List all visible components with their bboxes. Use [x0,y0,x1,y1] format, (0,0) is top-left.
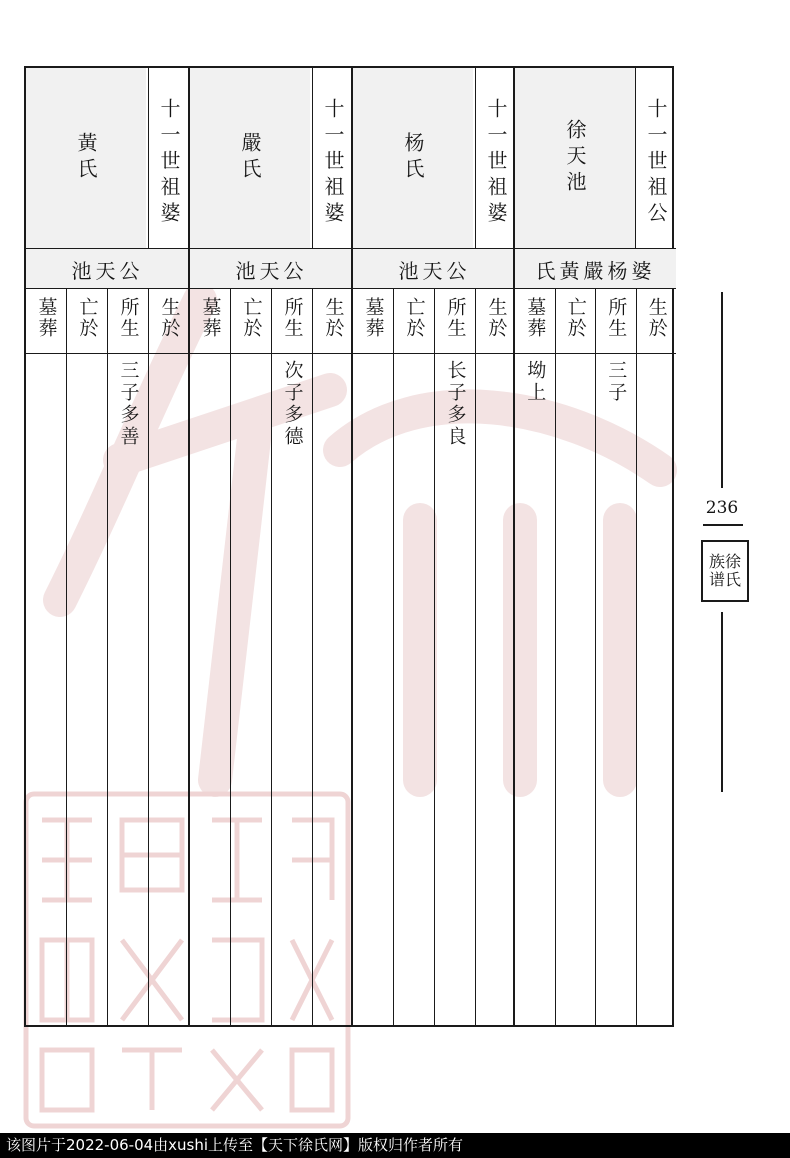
birth-label: 生於 [158,297,181,339]
spouse-row [190,248,353,289]
person-name-cell [26,68,146,248]
birth-label: 生於 [485,297,508,339]
death-cell [230,352,271,1025]
children-cell [271,352,312,1025]
upload-notice-footer: 该图片于2022-06-04由xushi上传至【天下徐氏网】版权归作者所有 [0,1133,790,1158]
death-label-cell [230,289,271,353]
death-label-cell [66,289,107,353]
margin-rule-top [721,292,723,488]
burial-label-cell [353,289,393,353]
burial-cell [353,352,393,1025]
children-value: 长子多良 [444,360,467,448]
genealogy-table [24,66,674,1027]
logo-char: 氏 [725,570,742,589]
logo-column-left [709,553,725,588]
burial-label-cell [26,289,66,353]
spouse-row [353,248,516,289]
field-label-row [190,288,353,354]
generation-title: 十一世祖婆 [484,98,508,228]
generation-cell [475,68,516,248]
generation-title: 十一世祖婆 [321,98,345,228]
burial-label: 墓葬 [199,297,222,339]
spouse-row [515,248,676,289]
page-number-divider [703,524,743,526]
record-row [353,352,516,1025]
birth-cell [312,352,353,1025]
birth-label: 生於 [322,297,345,339]
birth-cell [636,352,677,1025]
logo-char: 徐 [725,552,742,572]
generation-cell [148,68,189,248]
record-row [26,352,189,1025]
death-label: 亡於 [76,297,99,339]
person-name: 嚴氏 [238,132,262,184]
burial-value: 坳上 [524,360,547,404]
birth-label-cell [148,289,189,353]
logo-column-right [725,553,741,588]
burial-label: 墓葬 [35,297,58,339]
death-cell [66,352,107,1025]
margin-rule-bottom [721,612,723,792]
logo-char: 谱 [708,570,725,589]
burial-label-cell [190,289,230,353]
person-name-cell [190,68,310,248]
children-label: 所生 [444,297,467,339]
spouse-name: 池天公 [398,258,471,283]
record-row [190,352,353,1025]
children-label-cell [595,289,636,353]
burial-label-cell [515,289,555,353]
children-cell [107,352,148,1025]
person-name-cell [515,68,635,248]
page-number: 236 [705,498,739,518]
death-cell [555,352,596,1025]
burial-label: 墓葬 [362,297,385,339]
death-label-cell [555,289,596,353]
birth-label-cell [636,289,677,353]
record-row [515,352,676,1025]
children-cell [595,352,636,1025]
person-name: 黃氏 [74,132,98,184]
burial-label: 墓葬 [524,297,547,339]
birth-label-cell [475,289,516,353]
children-value: 三子 [605,360,628,404]
death-label: 亡於 [240,297,263,339]
children-label: 所生 [117,297,140,339]
spouse-name: 氏黃嚴杨婆 [535,258,656,283]
genealogy-block-xu-tianchi [513,68,676,1025]
person-name: 徐天池 [563,119,587,197]
birth-label: 生於 [645,297,668,339]
death-label-cell [393,289,434,353]
generation-cell [635,68,676,248]
children-label: 所生 [281,297,304,339]
genealogy-block-huang [26,68,189,1025]
death-label: 亡於 [564,297,587,339]
children-label-cell [434,289,475,353]
birth-label-cell [312,289,353,353]
genealogy-block-yang [351,68,516,1025]
person-name-cell [353,68,473,248]
generation-cell [312,68,353,248]
spouse-row [26,248,189,289]
birth-cell [148,352,189,1025]
burial-cell [515,352,555,1025]
birth-cell [475,352,516,1025]
person-name: 杨氏 [401,132,425,184]
death-cell [393,352,434,1025]
spouse-name: 池天公 [235,258,308,283]
field-label-row [515,288,676,354]
children-value: 次子多德 [281,360,304,448]
children-label-cell [271,289,312,353]
field-label-row [26,288,189,354]
children-value: 三子多善 [117,360,140,448]
burial-cell [190,352,230,1025]
genealogy-block-yan [188,68,353,1025]
generation-title: 十一世祖公 [644,98,668,228]
children-label: 所生 [605,297,628,339]
logo-char: 族 [708,552,725,572]
xu-clan-genealogy-logo [701,540,749,602]
children-label-cell [107,289,148,353]
death-label: 亡於 [403,297,426,339]
burial-cell [26,352,66,1025]
field-label-row [353,288,516,354]
children-cell [434,352,475,1025]
spouse-name: 池天公 [71,258,144,283]
generation-title: 十一世祖婆 [157,98,181,228]
